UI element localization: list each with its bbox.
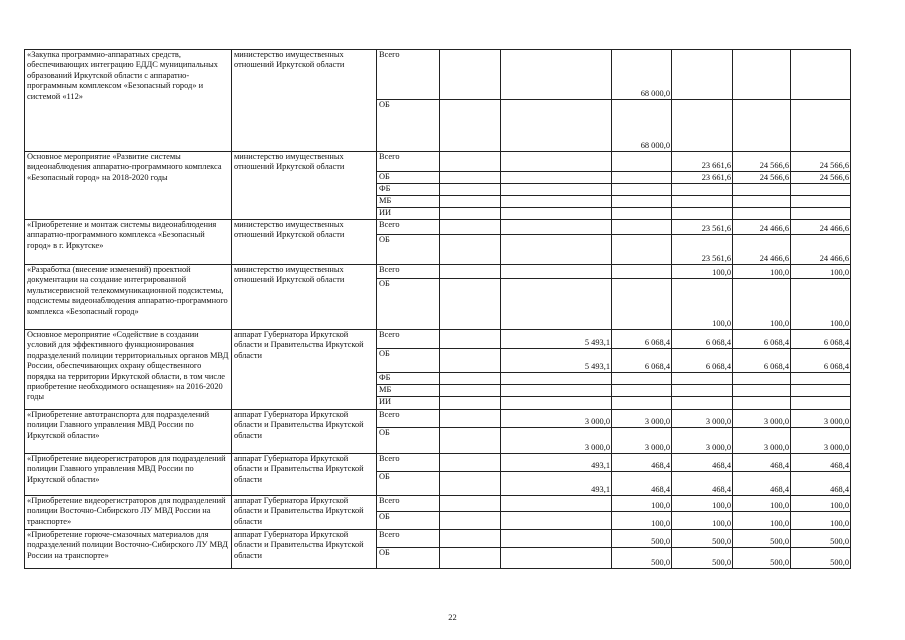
amount-cell — [501, 496, 612, 512]
table-row — [25, 220, 851, 235]
amount-cell: 3 000,0 — [791, 410, 851, 428]
amount-cell: 23 561,6 — [672, 235, 733, 265]
amount-cell — [612, 385, 672, 397]
amount-cell — [501, 172, 612, 184]
funding-source-cell: Всего — [377, 220, 440, 235]
funding-source-cell: Всего — [377, 152, 440, 172]
amount-cell — [440, 410, 501, 428]
funding-source-cell: Всего — [377, 330, 440, 349]
amount-cell: 3 000,0 — [612, 428, 672, 454]
executor-cell: министерство имущественных отношений Иркутской области — [232, 50, 377, 152]
activity-name-cell: Основное мероприятие «Содействие в создании условий для эффективного функционирования подразделений полиции территориальных органов МВД России, обеспечивающих охрану общественного порядка на территории Иркутской области, в том числе приобретение необходимого оснащения» на 2016-2020 годы — [25, 330, 232, 410]
amount-cell — [440, 530, 501, 548]
amount-cell — [612, 196, 672, 208]
funding-source-cell: МБ — [377, 196, 440, 208]
amount-cell: 6 068,4 — [612, 349, 672, 373]
amount-cell — [501, 100, 612, 152]
amount-cell — [501, 152, 612, 172]
amount-cell — [733, 385, 791, 397]
funding-source-cell: ИИ — [377, 397, 440, 410]
amount-cell: 3 000,0 — [791, 428, 851, 454]
amount-cell: 6 068,4 — [672, 330, 733, 349]
amount-cell — [440, 496, 501, 512]
amount-cell — [501, 385, 612, 397]
amount-cell — [440, 50, 501, 100]
amount-cell — [791, 100, 851, 152]
amount-cell: 3 000,0 — [733, 410, 791, 428]
amount-cell — [733, 50, 791, 100]
amount-cell — [791, 184, 851, 196]
amount-cell: 468,4 — [612, 454, 672, 472]
amount-cell — [672, 196, 733, 208]
funding-source-cell: ОБ — [377, 472, 440, 496]
amount-cell: 24 466,6 — [733, 220, 791, 235]
amount-cell: 6 068,4 — [672, 349, 733, 373]
amount-cell — [733, 373, 791, 385]
amount-cell — [791, 397, 851, 410]
amount-cell — [791, 385, 851, 397]
funding-source-cell: Всего — [377, 50, 440, 100]
amount-cell — [440, 428, 501, 454]
funding-source-cell: ФБ — [377, 373, 440, 385]
amount-cell — [791, 50, 851, 100]
amount-cell: 3 000,0 — [672, 428, 733, 454]
table-row — [25, 265, 851, 279]
funding-source-cell: Всего — [377, 410, 440, 428]
funding-source-cell: ФБ — [377, 184, 440, 196]
amount-cell: 468,4 — [791, 454, 851, 472]
amount-cell: 3 000,0 — [733, 428, 791, 454]
amount-cell: 500,0 — [612, 530, 672, 548]
amount-cell: 493,1 — [501, 454, 612, 472]
executor-cell: министерство имущественных отношений Иркутской области — [232, 152, 377, 220]
table-row — [25, 330, 851, 349]
amount-cell — [501, 196, 612, 208]
amount-cell: 3 000,0 — [612, 410, 672, 428]
funding-source-cell: ОБ — [377, 172, 440, 184]
amount-cell: 6 068,4 — [791, 349, 851, 373]
amount-cell — [501, 265, 612, 279]
amount-cell — [440, 235, 501, 265]
amount-cell — [501, 279, 612, 330]
executor-cell: аппарат Губернатора Иркутской области и Правительства Иркутской области — [232, 496, 377, 530]
amount-cell: 23 661,6 — [672, 172, 733, 184]
amount-cell: 100,0 — [733, 512, 791, 530]
amount-cell — [440, 152, 501, 172]
table-row — [25, 454, 851, 472]
amount-cell — [791, 208, 851, 220]
amount-cell: 100,0 — [612, 496, 672, 512]
amount-cell: 493,1 — [501, 472, 612, 496]
amount-cell — [733, 196, 791, 208]
amount-cell — [501, 220, 612, 235]
amount-cell — [501, 184, 612, 196]
funding-source-cell: ОБ — [377, 512, 440, 530]
amount-cell — [733, 184, 791, 196]
funding-source-cell: ОБ — [377, 279, 440, 330]
funding-source-cell: ИИ — [377, 208, 440, 220]
activity-name-cell: Основное мероприятие «Развитие системы видеонаблюдения аппаратно-программного комплекса «Безопасный город» на 2018-2020 годы — [25, 152, 232, 220]
amount-cell: 100,0 — [672, 265, 733, 279]
amount-cell — [672, 208, 733, 220]
amount-cell — [612, 265, 672, 279]
amount-cell: 500,0 — [733, 530, 791, 548]
amount-cell — [440, 279, 501, 330]
amount-cell — [672, 373, 733, 385]
amount-cell — [733, 208, 791, 220]
amount-cell — [612, 172, 672, 184]
amount-cell: 100,0 — [672, 279, 733, 330]
amount-cell — [501, 548, 612, 569]
amount-cell: 100,0 — [733, 496, 791, 512]
amount-cell — [612, 220, 672, 235]
funding-source-cell: ОБ — [377, 100, 440, 152]
amount-cell — [440, 330, 501, 349]
executor-cell: аппарат Губернатора Иркутской области и Правительства Иркутской области — [232, 530, 377, 569]
amount-cell — [501, 530, 612, 548]
amount-cell: 100,0 — [791, 265, 851, 279]
amount-cell: 6 068,4 — [733, 330, 791, 349]
amount-cell: 500,0 — [791, 530, 851, 548]
amount-cell: 24 466,6 — [791, 220, 851, 235]
amount-cell — [672, 385, 733, 397]
executor-cell: министерство имущественных отношений Иркутской области — [232, 265, 377, 330]
amount-cell — [440, 196, 501, 208]
amount-cell — [440, 265, 501, 279]
amount-cell — [440, 172, 501, 184]
amount-cell — [733, 397, 791, 410]
amount-cell — [440, 472, 501, 496]
amount-cell: 24 466,6 — [733, 235, 791, 265]
amount-cell: 24 566,6 — [791, 172, 851, 184]
amount-cell — [440, 385, 501, 397]
amount-cell — [612, 152, 672, 172]
page-number: 22 — [448, 612, 457, 622]
amount-cell — [440, 220, 501, 235]
amount-cell — [440, 208, 501, 220]
amount-cell — [672, 184, 733, 196]
amount-cell — [440, 454, 501, 472]
amount-cell: 500,0 — [733, 548, 791, 569]
amount-cell — [791, 196, 851, 208]
amount-cell: 23 561,6 — [672, 220, 733, 235]
amount-cell — [440, 548, 501, 569]
amount-cell: 468,4 — [672, 454, 733, 472]
amount-cell: 5 493,1 — [501, 330, 612, 349]
activity-name-cell: «Приобретение видеорегистраторов для подразделений полиции Главного управления МВД России по Иркутской области» — [25, 454, 232, 496]
activity-name-cell: «Приобретение видеорегистраторов для подразделений полиции Восточно-Сибирского ЛУ МВД России на транспорте» — [25, 496, 232, 530]
amount-cell: 100,0 — [733, 279, 791, 330]
amount-cell: 500,0 — [791, 548, 851, 569]
amount-cell: 68 000,0 — [612, 100, 672, 152]
amount-cell: 100,0 — [672, 496, 733, 512]
amount-cell: 3 000,0 — [501, 410, 612, 428]
amount-cell — [672, 100, 733, 152]
funding-source-cell: ОБ — [377, 235, 440, 265]
amount-cell: 3 000,0 — [672, 410, 733, 428]
funding-source-cell: Всего — [377, 454, 440, 472]
amount-cell — [440, 397, 501, 410]
activity-name-cell: «Приобретение и монтаж системы видеонаблюдения аппаратно-программного комплекса «Безопасный город» в г. Иркутске» — [25, 220, 232, 265]
funding-source-cell: Всего — [377, 530, 440, 548]
amount-cell: 468,4 — [733, 472, 791, 496]
table-row — [25, 496, 851, 512]
table-row — [25, 530, 851, 548]
amount-cell — [733, 100, 791, 152]
amount-cell: 24 566,6 — [733, 152, 791, 172]
activity-name-cell: «Приобретение горюче-смазочных материалов для подразделений полиции Восточно-Сибирского ЛУ МВД России на транспорте» — [25, 530, 232, 569]
amount-cell — [501, 235, 612, 265]
amount-cell: 100,0 — [791, 279, 851, 330]
amount-cell — [791, 373, 851, 385]
activity-name-cell: «Закупка программно-аппаратных средств, обеспечивающих интеграцию ЕДДС муниципальных образований Иркутской области с аппаратно-программным комплексом «Безопасный город» и системой «112» — [25, 50, 232, 152]
amount-cell — [440, 349, 501, 373]
amount-cell: 3 000,0 — [501, 428, 612, 454]
amount-cell: 24 566,6 — [791, 152, 851, 172]
funding-table — [24, 49, 851, 569]
activity-name-cell: «Разработка (внесение изменений) проектной документации на создание интегрированной мультисервисной телекоммуникационной подсистемы, подсистемы видеонаблюдения аппаратно-программного комплекса «Безопасный город» — [25, 265, 232, 330]
amount-cell: 6 068,4 — [733, 349, 791, 373]
amount-cell: 5 493,1 — [501, 349, 612, 373]
amount-cell: 23 661,6 — [672, 152, 733, 172]
executor-cell: министерство имущественных отношений Иркутской области — [232, 220, 377, 265]
amount-cell — [501, 373, 612, 385]
amount-cell — [501, 50, 612, 100]
amount-cell — [612, 184, 672, 196]
amount-cell: 500,0 — [612, 548, 672, 569]
executor-cell: аппарат Губернатора Иркутской области и Правительства Иркутской области — [232, 330, 377, 410]
amount-cell: 100,0 — [791, 512, 851, 530]
amount-cell: 100,0 — [733, 265, 791, 279]
table-row — [25, 410, 851, 428]
amount-cell — [612, 373, 672, 385]
amount-cell — [612, 397, 672, 410]
table-row — [25, 50, 851, 100]
amount-cell: 468,4 — [791, 472, 851, 496]
funding-source-cell: ОБ — [377, 349, 440, 373]
funding-source-cell: МБ — [377, 385, 440, 397]
activity-name-cell: «Приобретение автотранспорта для подразделений полиции Главного управления МВД России по Иркутской области» — [25, 410, 232, 454]
amount-cell: 468,4 — [733, 454, 791, 472]
amount-cell: 6 068,4 — [612, 330, 672, 349]
amount-cell: 100,0 — [612, 512, 672, 530]
amount-cell: 468,4 — [612, 472, 672, 496]
amount-cell — [440, 512, 501, 530]
table-body — [25, 50, 851, 569]
amount-cell — [672, 397, 733, 410]
funding-source-cell: ОБ — [377, 548, 440, 569]
amount-cell: 68 000,0 — [612, 50, 672, 100]
executor-cell: аппарат Губернатора Иркутской области и Правительства Иркутской области — [232, 410, 377, 454]
funding-source-cell: Всего — [377, 265, 440, 279]
amount-cell — [672, 50, 733, 100]
amount-cell: 500,0 — [672, 530, 733, 548]
amount-cell — [501, 397, 612, 410]
amount-cell — [612, 279, 672, 330]
amount-cell — [612, 208, 672, 220]
amount-cell — [440, 100, 501, 152]
funding-source-cell: Всего — [377, 496, 440, 512]
executor-cell: аппарат Губернатора Иркутской области и Правительства Иркутской области — [232, 454, 377, 496]
amount-cell: 468,4 — [672, 472, 733, 496]
amount-cell: 24 466,6 — [791, 235, 851, 265]
amount-cell — [501, 208, 612, 220]
amount-cell: 100,0 — [672, 512, 733, 530]
table-row — [25, 152, 851, 172]
amount-cell — [612, 235, 672, 265]
amount-cell: 24 566,6 — [733, 172, 791, 184]
amount-cell: 6 068,4 — [791, 330, 851, 349]
amount-cell — [440, 373, 501, 385]
amount-cell — [440, 184, 501, 196]
funding-source-cell: ОБ — [377, 428, 440, 454]
amount-cell: 500,0 — [672, 548, 733, 569]
amount-cell: 100,0 — [791, 496, 851, 512]
amount-cell — [501, 512, 612, 530]
